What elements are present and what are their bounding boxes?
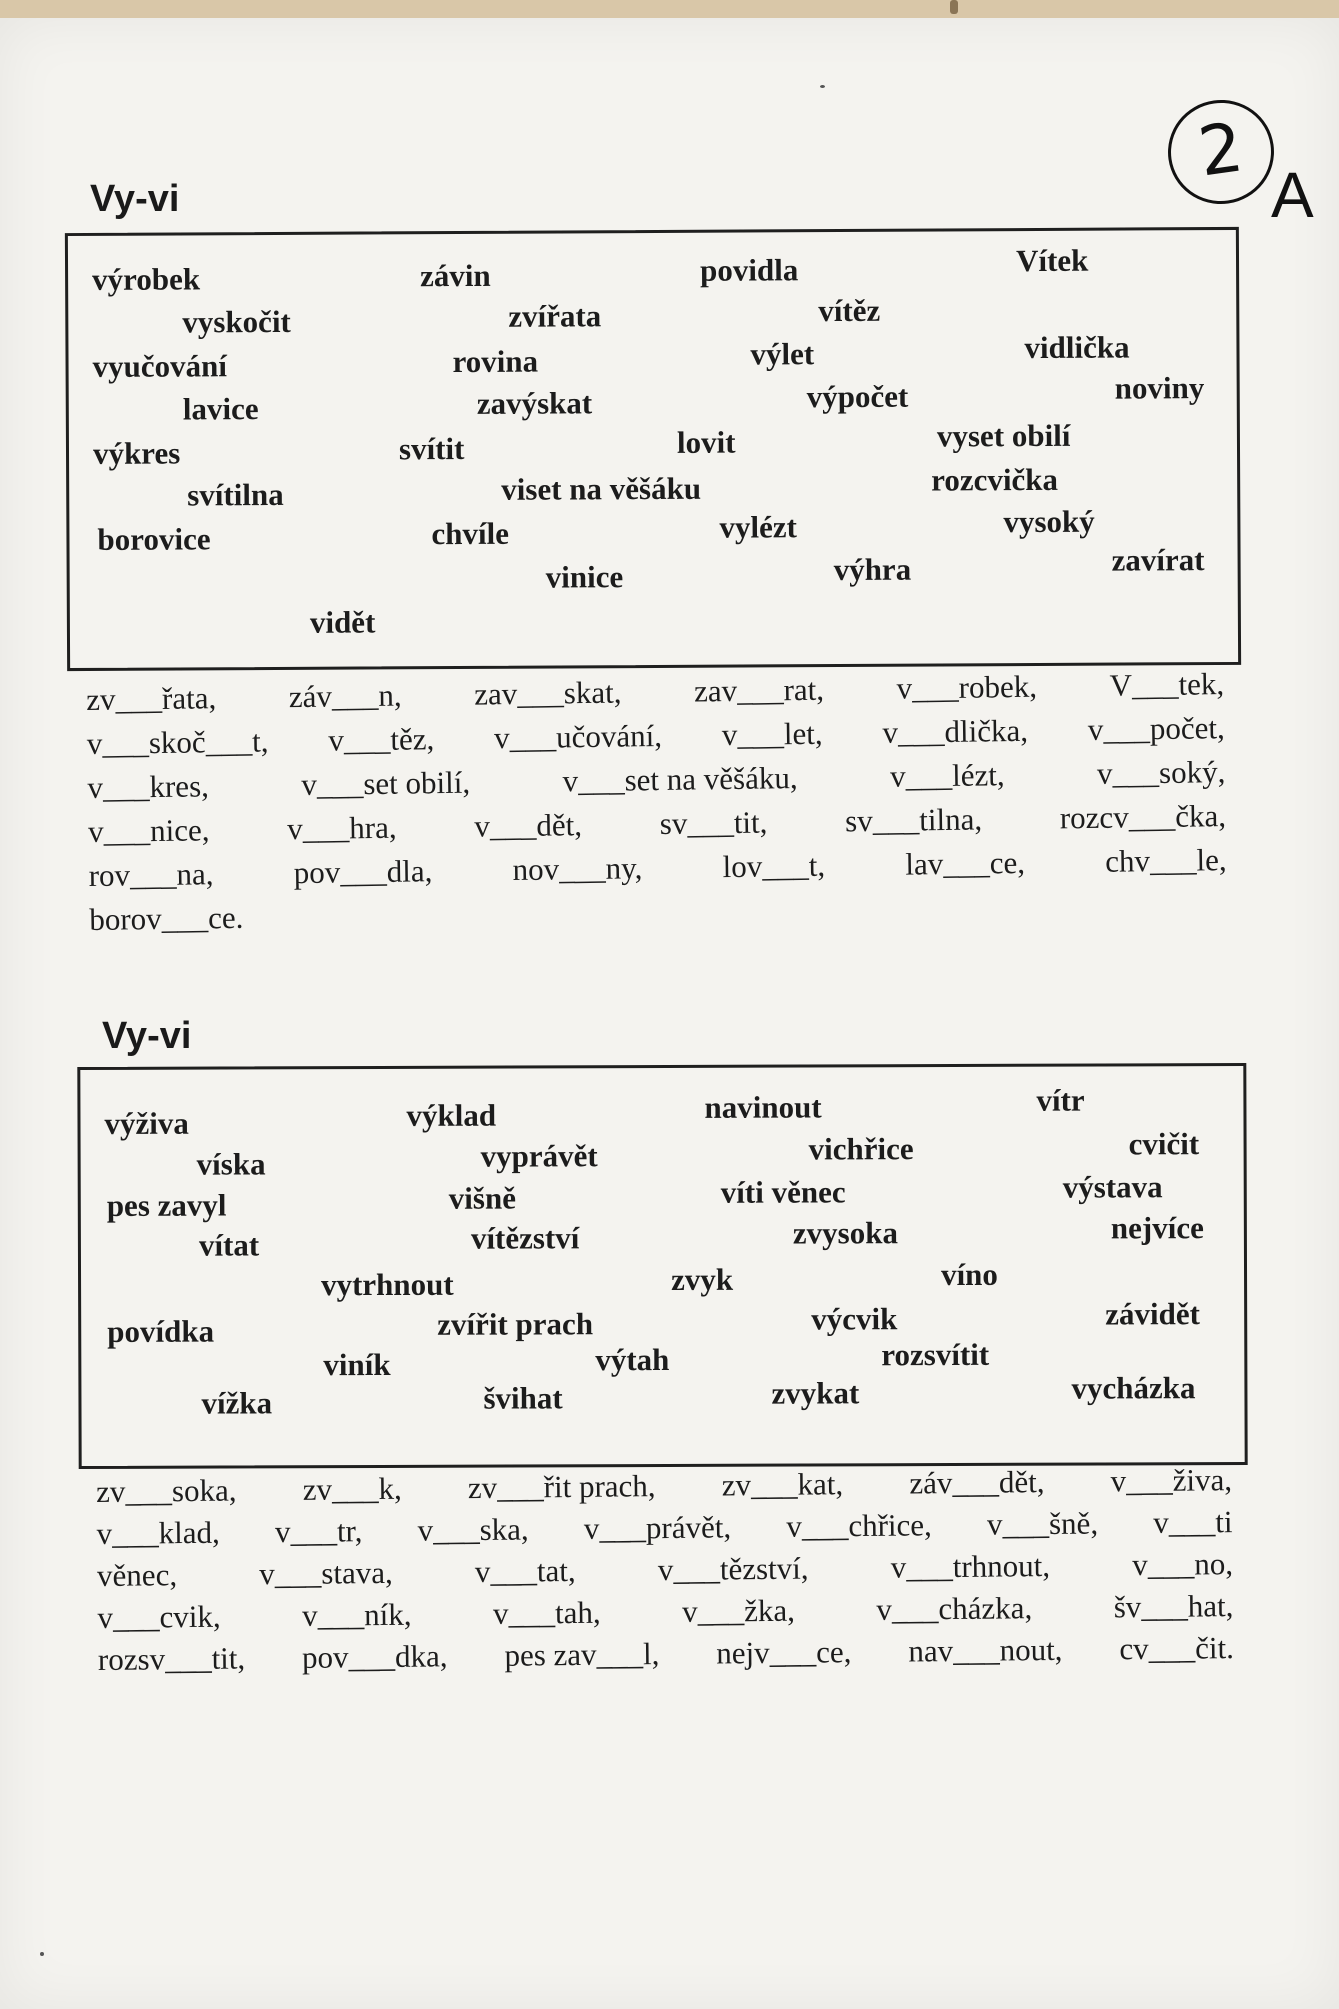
- exercise-item: v___stava,: [259, 1554, 393, 1592]
- word: vichřice: [808, 1131, 914, 1167]
- word: víti věnec: [720, 1174, 846, 1210]
- word: lovit: [676, 424, 736, 460]
- exercise-item: nejv___ce,: [716, 1634, 852, 1671]
- exercise-item: v___robek,: [896, 668, 1038, 706]
- exercise-item: cv___čit.: [1119, 1630, 1235, 1667]
- circled-page-number: 2: [1161, 93, 1280, 211]
- word: zvyk: [670, 1261, 734, 1297]
- exercise-item: zv___řata,: [86, 680, 217, 717]
- exercise-item: sv___tit,: [659, 804, 768, 842]
- exercise-item: v___lézt,: [889, 757, 1005, 794]
- word: Vítek: [1015, 242, 1089, 279]
- word: výhra: [833, 551, 912, 588]
- exercise-item: záv___dět,: [909, 1464, 1045, 1501]
- word: výpočet: [806, 378, 909, 415]
- word: viník: [323, 1346, 391, 1383]
- word: vyučování: [92, 348, 228, 384]
- exercise-item: věnec,: [96, 1557, 178, 1593]
- exercise-item: pes zav___l,: [504, 1636, 660, 1673]
- exercise-item: v___dlička,: [882, 712, 1029, 750]
- word: povidla: [699, 252, 799, 288]
- exercise-item: borov___ce.: [89, 899, 244, 937]
- word: višně: [448, 1180, 517, 1216]
- word: vyskočit: [182, 303, 291, 340]
- exercise-item: v___set na věšáku,: [562, 760, 798, 799]
- exercise-item: lav___ce,: [905, 844, 1026, 882]
- word: rovina: [452, 343, 539, 380]
- exercise-item: sv___tilna,: [844, 801, 983, 839]
- exercise-item: v___chřice,: [786, 1507, 932, 1544]
- exercise-item: šv___hat,: [1113, 1588, 1234, 1625]
- word: výlet: [750, 336, 815, 372]
- word: vítěz: [818, 292, 881, 329]
- word: rozsvítit: [881, 1336, 990, 1373]
- paper-speck: [40, 1952, 44, 1956]
- word: zvysoka: [792, 1215, 899, 1251]
- exercise-item: V___tek,: [1109, 666, 1225, 703]
- word: viset na věšáku: [501, 470, 702, 507]
- exercise-item: rov___na,: [88, 856, 214, 893]
- word: zavírat: [1111, 542, 1205, 578]
- word: navinout: [704, 1089, 822, 1125]
- exercise-item: pov___dka,: [301, 1638, 448, 1675]
- exercise-item: zav___skat,: [473, 674, 622, 712]
- exercise-item: v___tat,: [474, 1552, 576, 1590]
- version-letter: A: [1271, 159, 1314, 231]
- section-1-heading: Vy-vi: [90, 178, 180, 220]
- word: svítit: [398, 430, 465, 467]
- exercise-item: v___žka,: [681, 1592, 796, 1629]
- exercise-item: v___nice,: [87, 812, 210, 849]
- exercise-item: v___let,: [721, 715, 823, 753]
- exercise-item: v___tah,: [492, 1594, 601, 1631]
- word: vinice: [545, 559, 624, 595]
- exercise-item: v___soký,: [1096, 754, 1226, 791]
- word: vylézt: [719, 509, 797, 545]
- exercise-item: v___skoč___t,: [86, 723, 269, 761]
- exercise-item: v___ti: [1153, 1504, 1233, 1540]
- exercise-item: chv___le,: [1104, 842, 1227, 879]
- exercise-item: zv___kat,: [721, 1466, 844, 1503]
- exercise-item: v___kres,: [87, 768, 210, 805]
- exercise-item: nav___nout,: [908, 1631, 1063, 1669]
- desk-mark: [950, 0, 958, 14]
- word: výrobek: [92, 261, 201, 297]
- word: zavýskat: [476, 385, 593, 421]
- word: zvířit prach: [437, 1306, 594, 1342]
- exercise-item: v___cvik,: [97, 1598, 221, 1635]
- section-2-word-box: [77, 1063, 1247, 1469]
- word: výcvik: [811, 1301, 898, 1337]
- word: výstava: [1062, 1169, 1163, 1205]
- word: vyprávět: [480, 1138, 598, 1174]
- section-2-heading: Vy-vi: [102, 1015, 192, 1057]
- exercise-item: v___právět,: [583, 1509, 732, 1546]
- word: nejvíce: [1110, 1210, 1204, 1246]
- word: zvykat: [771, 1375, 860, 1411]
- paper-speck: [820, 85, 825, 88]
- word: noviny: [1114, 370, 1205, 406]
- exercise-item: lov___t,: [722, 847, 826, 885]
- exercise-item: v___učování,: [493, 717, 663, 756]
- exercise-item: v___klad,: [96, 1514, 220, 1551]
- exercise-item: záv___n,: [288, 677, 402, 715]
- word: vidlička: [1024, 329, 1130, 366]
- word: vížka: [201, 1385, 273, 1421]
- word: lavice: [182, 391, 259, 427]
- word: závin: [419, 257, 491, 294]
- word: švihat: [483, 1380, 563, 1416]
- word: víno: [940, 1256, 998, 1293]
- exercise-item: zv___k,: [302, 1470, 402, 1507]
- word: vytrhnout: [321, 1266, 454, 1303]
- exercise-item: zv___soka,: [96, 1472, 237, 1509]
- exercise-item: v___živa,: [1110, 1462, 1233, 1499]
- exercise-item: v___set obilí,: [301, 764, 471, 803]
- word: výkres: [92, 435, 181, 471]
- exercise-item: v___šně,: [986, 1505, 1099, 1542]
- word: pes zavyl: [106, 1187, 227, 1223]
- exercise-item: rozsv___tit,: [97, 1640, 246, 1677]
- word: vyset obilí: [936, 417, 1071, 454]
- exercise-item: v___počet,: [1087, 710, 1225, 748]
- word: svítilna: [187, 476, 284, 513]
- word: zvířata: [508, 298, 602, 334]
- exercise-item: v___dět,: [474, 807, 583, 844]
- exercise-item: v___těz,: [328, 721, 435, 758]
- exercise-item: v___no,: [1132, 1546, 1234, 1583]
- exercise-item: zv___řit prach,: [467, 1468, 656, 1506]
- word: výtah: [595, 1341, 670, 1378]
- word: vidět: [309, 604, 376, 640]
- exercise-item: v___cházka,: [876, 1590, 1033, 1627]
- exercise-item: zav___rat,: [693, 671, 825, 709]
- exercise-item: rozcv___čka,: [1059, 798, 1227, 836]
- exercise-item: v___tr,: [274, 1513, 363, 1550]
- exercise-item: v___hra,: [286, 809, 397, 847]
- word: povídka: [107, 1313, 215, 1349]
- word: chvíle: [431, 515, 510, 552]
- exercise-item: pov___dla,: [293, 853, 433, 891]
- word: rozcvička: [931, 461, 1059, 498]
- word: víska: [196, 1146, 266, 1182]
- word: vítr: [1036, 1082, 1085, 1118]
- word: vysoký: [1003, 503, 1095, 540]
- word: vycházka: [1071, 1370, 1196, 1406]
- section-1-word-box: [65, 227, 1241, 671]
- word: výživa: [104, 1105, 189, 1141]
- exercise-item: v___trhnout,: [890, 1548, 1051, 1585]
- word: cvičit: [1128, 1126, 1200, 1162]
- word: výklad: [406, 1097, 497, 1133]
- exercise-item: nov___ny,: [512, 850, 643, 888]
- exercise-item: v___ska,: [417, 1511, 529, 1548]
- word: vítat: [198, 1227, 260, 1263]
- word: vítězství: [470, 1220, 580, 1256]
- word: borovice: [97, 521, 211, 557]
- exercise-item: v___tězství,: [657, 1550, 809, 1588]
- exercise-item: v___ník,: [301, 1596, 412, 1633]
- word: závidět: [1105, 1296, 1200, 1332]
